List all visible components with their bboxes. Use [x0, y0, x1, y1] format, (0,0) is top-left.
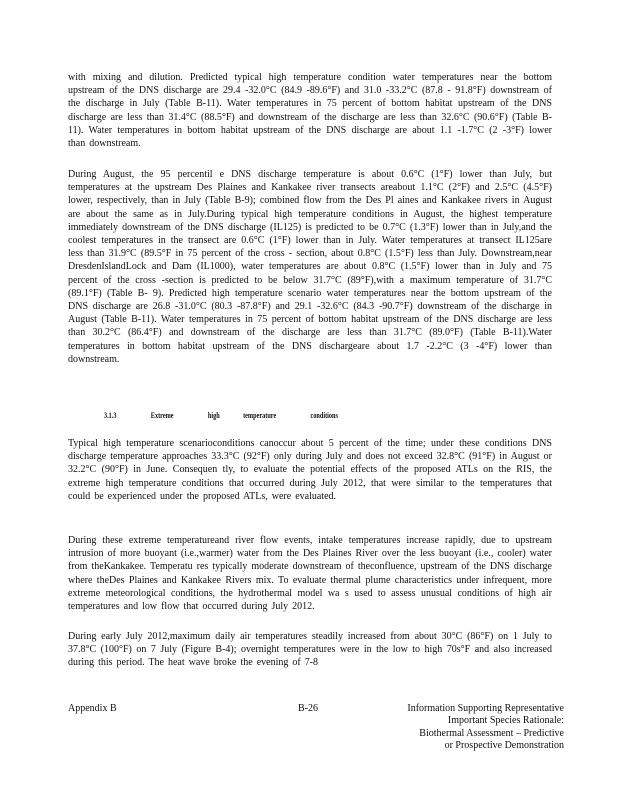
paragraph-typical-july-bottom: with mixing and dilution. Predicted typical high temperature condition water temperatures near the bottom upstream of the DNS discharge are 29.4 -32.0°C (84.9 -89.6°F) and 31.0 -33.2°C (87.8 - 91.8°F) downstream of the discharge in July (Table B-11). Water temperatures in 75 percent of bottom habitat upstream of the DNS discharge are less than 31.4°C (88.5°F) and downstream of the discharge are less than 32.6°C (90.6°F) (Table B-11). Water temperatures in bottom habitat upstream of the DNS discharge are about 1.1 -1.7°C (2 -3°F) lower than downstream.: [68, 72, 552, 150]
footer-title-line-1: Information Supporting Representative: [407, 703, 564, 714]
section-number: 3.1.3: [104, 411, 117, 420]
section-title-word-3: temperature: [243, 411, 277, 420]
footer-title-line-4: or Prospective Demonstration: [444, 739, 564, 751]
footer-title-line-2: Important Species Rationale:: [447, 715, 564, 727]
footer-page-number: B-26: [298, 703, 318, 714]
paragraph-july-2012: During early July 2012,maximum daily air temperatures steadily increased from about 30°C (86°F) on 1 July to 37.8°C (100°F) on 7 July (Figure B-4); overnight temperatures were in the low to high 70s°F and also increased during this period. The heat wave broke the evening of 7-8: [68, 631, 552, 669]
section-title-word-2: high: [207, 411, 220, 420]
section-title-word-4: conditions: [310, 411, 338, 420]
footer-title-line-3: Biothermal Assessment – Predictive: [419, 727, 564, 739]
footer-title: [372, 703, 564, 752]
section-heading: [104, 411, 338, 420]
paragraph-august-conditions: During August, the 95 percentil e DNS discharge temperature is about 0.6°C (1°F) lower than July, but temperatures at the upstream Des Plaines and Kankakee river transects areabout 1.1°C (2°F) and 2.5°C (4.5°F) lower, respectively, than in July (Table B-9); combined flow from the Des Pl aines and Kankakee rivers in August are about the same as in July.During typical high temperature conditions in August, the highest temperature immediately downstream of the DNS discharge (IL125) is predicted to be 0.7°C (1.3°F) lower than in July,and the coolest temperatures in the transect are 0.6°C (1°F) lower than in July. Water temperatures at transect IL125are less than 31.9°C (89.5°F in 75 percent of the cross - section, about 0.8°C (1.5°F) less than July. Downstream,near DresdenIslandLock and Dam (IL1000), water temperatures are about 0.8°C (1.5°F) lower than in July and 75 percent of the cross -section is predicted to be below 31.7°C (89°F),with a maximum temperature of 31.7°C (89.1°F) (Table B- 9). Predicted high temperature scenario water temperatures near the bottom upstream of the DNS discharge are 26.8 -31.0°C (80.3 -87.8°F) and 29.1 -32.6°C (84.3 -90.7°F) downstream of the discharge in August (Table B-11). Water temperatures in 75 percent of bottom habitat upstream of the DNS discharge are less than 30.2°C (86.4°F) and downstream of the discharge are less than 31.7°C (89.0°F) (Table B-11).Water temperatures in bottom habitat upstream of the DNS dischargeare about 1.7 -2.2°C (3 -4°F) lower than downstream.: [68, 169, 552, 365]
section-title-word-1: Extreme: [150, 411, 174, 420]
footer-appendix: Appendix B: [68, 703, 117, 714]
paragraph-extreme-intro: Typical high temperature scenarioconditions canoccur about 5 percent of the time; under these conditions DNS discharge temperature approaches 33.3°C (92°F) only during July and does not exceed 32.8°C (91°F) in August or 32.2°C (90°F) in June. Consequen tly, to evaluate the potential effects of the proposed ATLs on the RIS, the extreme high temperature conditions that occurred during July 2012, that were similar to the temperatures that could be experienced under the proposed ATLs, were evaluated.: [68, 438, 552, 502]
paragraph-extreme-events: During these extreme temperatureand river flow events, intake temperatures increase rapidly, due to upstream intrusion of more buoyant (i.e.,warmer) water from the Des Plaines River over the less buoyant (i.e., cooler) water from theKankakee. Temperatu res typically moderate downstream of theconfluence, upstream of the DNS discharge where theDes Plaines and Kankakee Rivers mix. To evaluate thermal plume characteristics under infrequent, more extreme meteorological conditions, the hydrothermal model wa s used to assess unusual conditions of high air temperatures and low flow that occurred during July 2012.: [68, 535, 552, 613]
